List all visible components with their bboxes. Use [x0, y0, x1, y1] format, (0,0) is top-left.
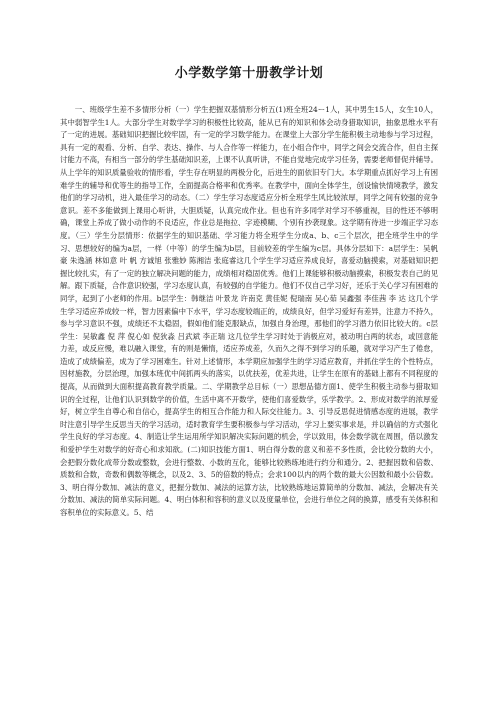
document-title: 小学数学第十册教学计划 [174, 66, 324, 81]
document-body: 一、班级学生差不多情形分析（一）学生把握双基情形分析五(1)班全班24ー1人，其中男生15人，女生10人，其中弱智学生1人。大部分学生对数学学习的积极性比较高，能从已有的知识和体会动身猎取知识，抽象思维水平有了一定的进展。基础知识把握比较牢固，有一定的学习数学能力。在课堂上大部分学生能积极主动地参与学习过程，具有一定的观看、分析、自学、表达、操作、与人合作等一样能力，在小组合作中，同学之间会交流合作，但自主探讨能力不高，有相当一部分的学生基础知识差，上课不认真听讲，不能自觉地完成学习任务，需要老师督促并辅导。从上学年的知识质量验收的情形看，学生存在明显的两极分化，后进生的面依旧专门大。本学期重点抓好学习上有困难学生的辅导和优等生的指导工作，全面提高合格率和优秀率。在教学中，面向全体学生，创设愉快情境教学，激发他们的学习动机，进入最佳学习的动态。（二）学生学习态度适应分析全班学生风比较浓厚，同学之间有较强的竞争意识。差不多能做到上课用心听讲，大胆质疑，认真完成作业。但也有许多同学对学习不够重视，目的性还不够明确，课堂上养成了做小动作的不良适应，作业总是拖拉、字迹模糊、个别有抄袭现象。这学期有待进一步端正学习态度。（三）学生分层情形：依据学生的知识基础、学习能力将全班学生分成a、b、c三个层次，把全班学生中的学习、思想较好的编为a层，一样（中等）的学生编为b层，目前较差的学生编为c层。具体分层如下：a层学生：吴帆豪 朱逸涵 林如意 叶 帆 方诚旭 张雅妙 陈湘洁 张庭睿这几个学生学习适应养成良好，喜爱动脑摸索，对基础知识把握比较扎实，有了一定的独立解决问题的能力，成绩相对稳固优秀。他们上课能够积极动脑摸索，积极发表自己的见解。跟下质疑，合作意识较强，学习态度认真，有较强的自学能力。他们不仅自己学习好，还乐于关心学习有困难的同学，起到了小老师的作用。b层学生：韩继洁 叶景龙 许南克 黄佳妮 倪瑞南 吴心茹 吴鑫强 李佳茜 李 达 这几个学生学习适应养成较一样，智力因素偏中下水平，学习态度较端正的，成绩良好，但学习爱好有差异，注意力不持久，参与学习意识不强，成绩还不太稳固，假如他们能克服缺点，加强自身治理，那他们的学习潜力依旧比较大的。c层学生：吴敏鑫 倪 萍 倪心如 倪狄淼 吕武斌 李正瑞 这几位学生学习时处于消极应对，被动明白两的状态，或回意能力差，或反应慢，难以融入课堂，有的则是懒惰，适应养成差，久而久之得不到学习的乐趣，就对学习产生了倦怠，造成了成绩偏差，成为了学习困难生。针对上述情形，本学期应加强学生的学习适应教育，并抓住学生的个性特点，因材施教，分层治理，加强本班优中间抓两头的落实，以优扶差，优差共进，让学生在原有的基础上都有不同程度的提高，从而做到大面积提高教育教学质量。二、学期教学总目标（一）思想品德方面1、使学生积极主动参与猎取知识的全过程，让他们认识到数学的价值，生活中离不开数学，使他们喜爱数学，乐学教学。2、形成对数学的浓厚爱好，树立学生自尊心和自信心，提高学生的相互合作能力和人际交往能力。3、引导反思促进情感态度的进展，教学时注意引导学生反思当天的学习活动，适时教育学生要积极参与学习活动，学习上要实事求是，并以确信的方式强化学生良好的学习态度。4、制造让学生运用所学知识解决实际问题的机会，学以致用，体会数学就在周围，借以激发和爱护学生对数学的好奇心和求知欲。(二)知识技能方面1、明白得分数的意义和差不多性质，会比较分数的大小，会把假分数化成带分数或整数，会进行整数、小数的互化，能够比较熟练地进行约分和通分。2、把握因数和倍数、质数和合数，奇数和偶数等概念，以及2、3、5的倍数的特点；会求100以内的两个数的最大公因数和最小公倍数。3、明白得分数加、减法的意义，把握分数加、减法的运算方法，比较熟练地运算简单的分数加、减法，会解决有关分数加、减法的简单实际问题。4、明白体积和容积的意义以及度量单位，会进行单位之间的换算，感受有关体积和容积单位的实际意义。5、结 [60, 105, 438, 517]
